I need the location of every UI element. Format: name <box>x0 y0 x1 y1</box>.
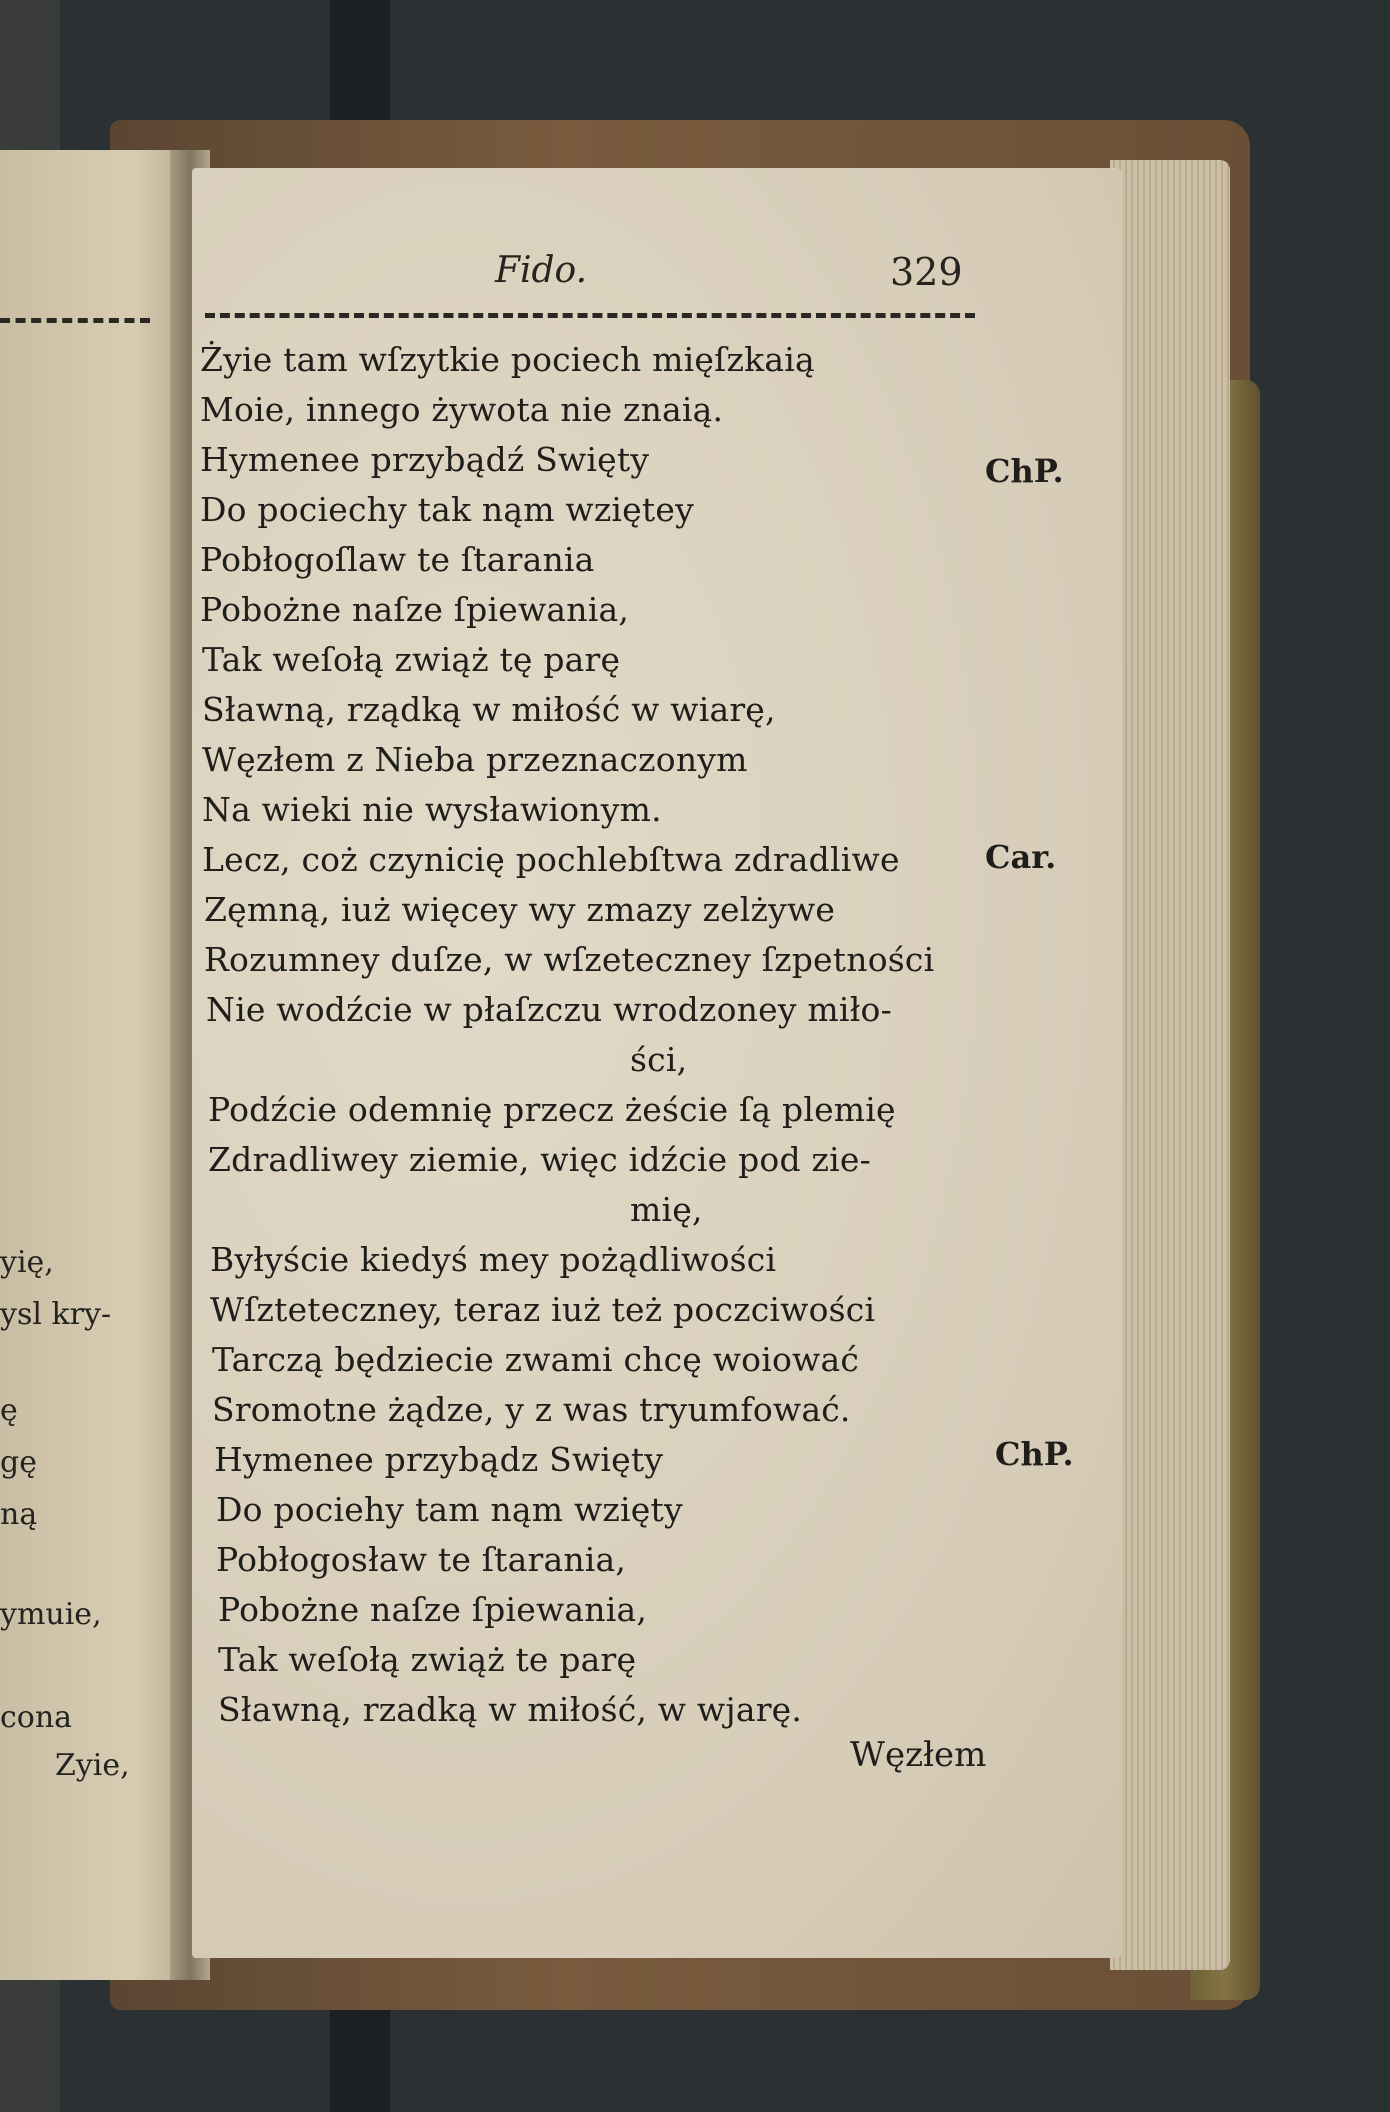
poem-line: Sromotne żądze, y z was tryumfować. <box>212 1390 851 1429</box>
poem-line: Lecz, coż czynicię pochlebſtwa zdradliwe <box>202 840 900 879</box>
poem-line: Sławną, rządką w miłość w wiarę, <box>202 690 776 729</box>
catchword: Węzłem <box>850 1735 987 1775</box>
header-rule <box>205 313 975 323</box>
poem-line: Pobożne naſze ſpiewania, <box>218 1590 648 1629</box>
poem-line: Pobożne naſze ſpiewania, <box>200 590 630 629</box>
poem-line: Wſzteteczney, teraz iuż też poczciwości <box>210 1290 876 1329</box>
left-fragment: Zyie, <box>55 1748 130 1783</box>
poem-line: Do pociechy tak nąm wziętey <box>200 490 694 529</box>
left-fragment: cona <box>0 1700 73 1735</box>
poem-line: Tak weſołą zwiąż te parę <box>218 1640 637 1679</box>
poem-line: Hymenee przybądź Swięty <box>200 440 650 479</box>
page-stack <box>1110 160 1230 1970</box>
poem-line: Tarczą będziecie zwami chcę woiować <box>212 1340 860 1379</box>
poem-line: mię, <box>630 1190 703 1229</box>
left-fragment: ymuie, <box>0 1597 102 1632</box>
left-fragment: yię, <box>0 1245 54 1280</box>
running-head-title: Fido. <box>495 250 588 291</box>
poem-line: Pobłogosław te ſtarania, <box>216 1540 627 1579</box>
poem-line: Pobłogoſlaw te ſtarania <box>200 540 595 579</box>
left-fragment: gę <box>0 1445 37 1480</box>
page-number: 329 <box>890 250 963 294</box>
speaker-label: ChP. <box>985 452 1064 490</box>
poem-line: Do pociehy tam nąm wzięty <box>216 1490 683 1529</box>
poem-line: Byłyście kiedyś mey pożądliwości <box>210 1240 777 1279</box>
poem-line: Tak weſołą zwiąż tę parę <box>202 640 621 679</box>
poem-line: Zdradliwey ziemie, więc idźcie pod zie- <box>208 1140 871 1179</box>
poem-line: Rozumney duſze, w wſzeteczney ſzpetności <box>204 940 935 979</box>
left-fragment: ną <box>0 1497 38 1532</box>
poem-line: Sławną, rzadką w miłość, w wjarę. <box>218 1690 803 1729</box>
poem-line: ści, <box>630 1040 688 1079</box>
poem-line: Żyie tam wſzytkie pociech mięſzkaią <box>200 340 815 379</box>
poem-line: Podźcie odemnię przecz żeście ſą plemię <box>208 1090 896 1129</box>
poem-line: Hymenee przybądz Swięty <box>214 1440 664 1479</box>
left-page-rule <box>0 318 150 328</box>
speaker-label: ChP. <box>995 1435 1074 1473</box>
poem-line: Moie, innego żywota nie znaią. <box>200 390 724 429</box>
poem-line: Zęmną, iuż więcey wy zmazy zelżywe <box>204 890 836 929</box>
poem-line: Na wieki nie wysławionym. <box>202 790 662 829</box>
speaker-label: Car. <box>985 838 1057 876</box>
left-fragment: ysl kry- <box>0 1297 112 1332</box>
poem-line: Nie wodźcie w płaſzczu wrodzoney miło- <box>206 990 892 1029</box>
poem-line: Węzłem z Nieba przeznaczonym <box>202 740 748 779</box>
left-fragment: ę <box>0 1393 18 1428</box>
